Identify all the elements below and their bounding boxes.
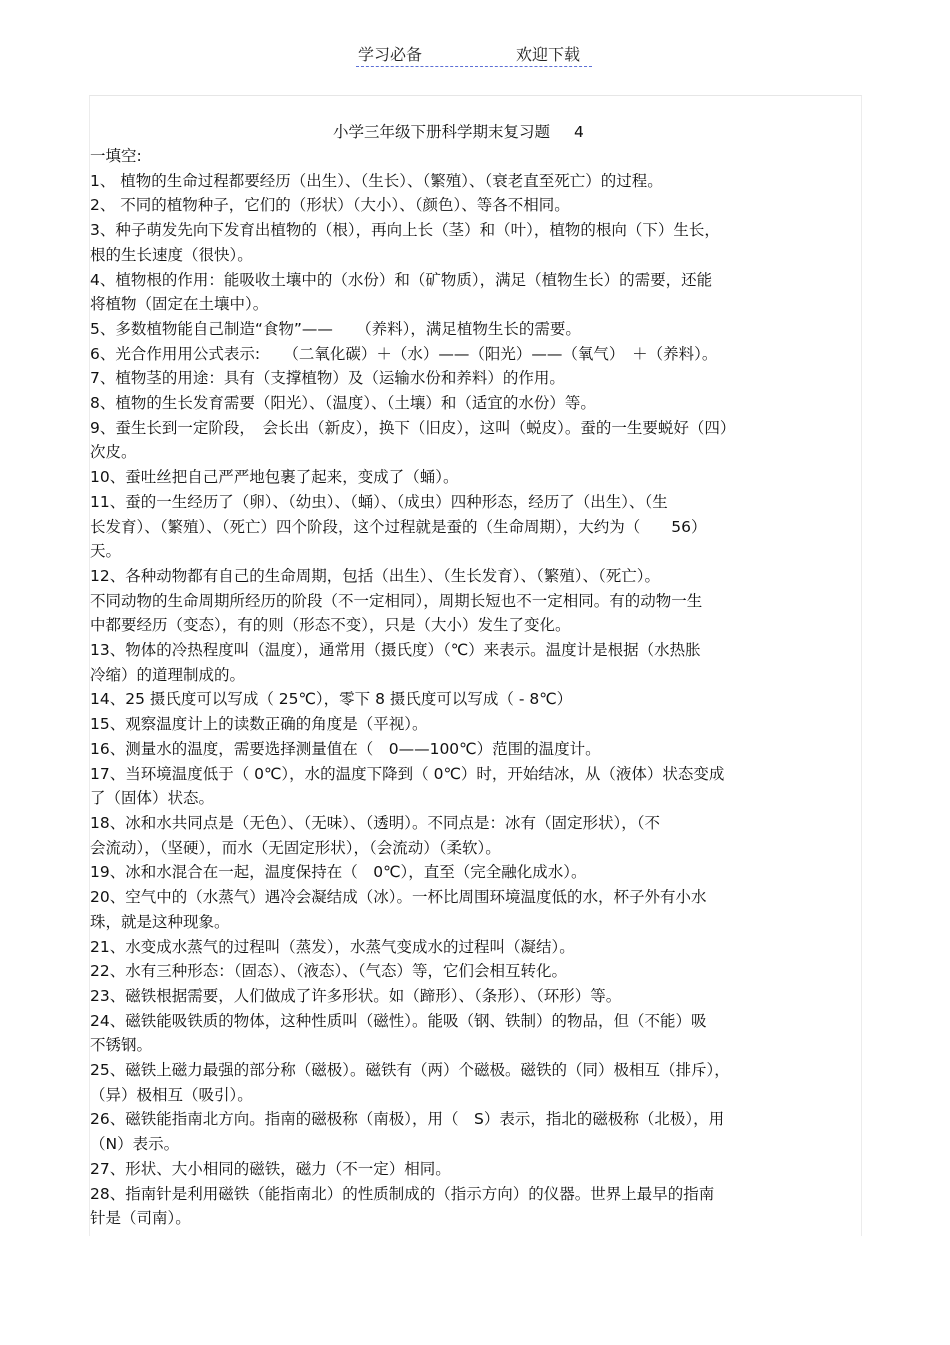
question-line: 25、磁铁上磁力最强的部分称（磁极）。磁铁有（两）个磁极。磁铁的（同）极相互（排斥）， bbox=[90, 1061, 730, 1080]
question-line: 针是（司南）。 bbox=[90, 1209, 191, 1228]
question-line: 不锈钢。 bbox=[90, 1036, 153, 1055]
question-line: 15、观察温度计上的读数正确的角度是（平视）。 bbox=[90, 715, 428, 734]
question-line: 根的生长速度（很快）。 bbox=[90, 245, 253, 264]
question-line: 1、 植物的生命过程都要经历（出生）、（生长）、（繁殖）、（衰老直至死亡）的过程。 bbox=[90, 171, 663, 190]
question-line: 11、蚕的一生经历了（卵）、（幼虫）、（蛹）、（成虫）四种形态，经历了（出生）、（生 bbox=[90, 492, 668, 511]
question-line: 了（固体）状态。 bbox=[90, 789, 215, 808]
document-title bbox=[333, 120, 584, 142]
question-line: 19、冰和水混合在一起，温度保持在（ 0℃），直至（完全融化成水）。 bbox=[90, 863, 587, 882]
header-left-text: 学习必备 bbox=[358, 45, 423, 64]
question-line: 28、指南针是利用磁铁（能指南北）的性质制成的（指示方向）的仪器。世界上最早的指南 bbox=[90, 1184, 715, 1203]
question-line: 天。 bbox=[90, 542, 122, 561]
question-line: 5、多数植物能自己制造“食物”—— （养料），满足植物生长的需要。 bbox=[90, 319, 581, 338]
question-line: （异）极相互（吸引）。 bbox=[90, 1085, 253, 1104]
question-line: 23、磁铁根据需要，人们做成了许多形状。如（蹄形）、（条形）、（环形）等。 bbox=[90, 986, 622, 1005]
question-line: 17、当环境温度低于（ 0℃），水的温度下降到（ 0℃）时，开始结冰，从（液体）状态变成 bbox=[90, 764, 725, 783]
question-line: 2、 不同的植物种子，它们的（形状）（大小）、（颜色）、等各不相同。 bbox=[90, 196, 570, 215]
question-line: 将植物（固定在土壤中）。 bbox=[90, 295, 269, 314]
question-line: 长发育）、（繁殖）、（死亡）四个阶段，这个过程就是蚕的（生命周期），大约为（ 56） bbox=[90, 517, 707, 536]
question-line: 会流动），（坚硬），而水（无固定形状），（会流动）（柔软）。 bbox=[90, 838, 501, 857]
question-line: 9、蚕生长到一定阶段， 会长出（新皮），换下（旧皮），这叫（蜕皮）。蚕的一生要蜕好（四） bbox=[90, 418, 736, 437]
title-text: 小学三年级下册科学期末复习题 bbox=[333, 123, 551, 141]
question-line: （N）表示。 bbox=[90, 1135, 180, 1154]
question-line: 16、测量水的温度，需要选择测量值在（ 0——100℃）范围的温度计。 bbox=[90, 739, 601, 758]
question-line: 7、植物茎的用途：具有（支撑植物）及（运输水份和养料）的作用。 bbox=[90, 369, 565, 388]
question-line: 24、磁铁能吸铁质的物体，这种性质叫（磁性）。能吸（钢、铁制）的物品，但（不能）吸 bbox=[90, 1011, 707, 1030]
title-number: 4 bbox=[574, 123, 584, 141]
page-header bbox=[356, 40, 592, 67]
question-line: 10、蚕吐丝把自己严严地包裹了起来，变成了（蛹）。 bbox=[90, 468, 459, 487]
question-line: 12、各种动物都有自己的生命周期，包括（出生）、（生长发育）、（繁殖）、（死亡）。 bbox=[90, 566, 660, 585]
header-right-text: 欢迎下载 bbox=[516, 45, 581, 64]
question-line: 27、形状、大小相同的磁铁，磁力（不一定）相同。 bbox=[90, 1159, 451, 1178]
question-line: 次皮。 bbox=[90, 443, 137, 462]
question-line: 18、冰和水共同点是（无色）、（无味）、（透明）。不同点是：冰有（固定形状），（不 bbox=[90, 813, 660, 832]
question-line: 20、空气中的（水蒸气）遇冷会凝结成（冰）。一杯比周围环境温度低的水，杯子外有小水 bbox=[90, 888, 707, 907]
question-line: 22、水有三种形态：（固态）、（液态）、（气态）等，它们会相互转化。 bbox=[90, 962, 567, 981]
question-line: 13、物体的冷热程度叫（温度），通常用（摄氏度）（℃）来表示。温度计是根据（水热胀 bbox=[90, 641, 701, 660]
question-line: 6、光合作用用公式表示: （二氧化碳）＋（水）——（阳光）——（氧气） ＋（养料）。 bbox=[90, 344, 718, 363]
question-line: 4、植物根的作用：能吸收土壤中的（水份）和（矿物质），满足（植物生长）的需要，还能 bbox=[90, 270, 713, 289]
question-line: 26、磁铁能指南北方向。指南的磁极称（南极），用（ S）表示，指北的磁极称（北极），用 bbox=[90, 1110, 725, 1129]
question-line: 中都要经历（变态），有的则（形态不变），只是（大小）发生了变化。 bbox=[90, 616, 571, 635]
question-line: 3、种子萌发先向下发育出植物的（根），再向上长（茎）和（叶），植物的根向（下）生长， bbox=[90, 221, 720, 240]
question-line: 珠，就是这种现象。 bbox=[90, 912, 230, 931]
question-line: 冷缩）的道理制成的。 bbox=[90, 665, 246, 684]
question-line: 8、植物的生长发育需要（阳光）、（温度）、（土壤）和（适宜的水份）等。 bbox=[90, 394, 596, 413]
question-line: 不同动物的生命周期所经历的阶段（不一定相同），周期长短也不一定相同。有的动物一生 bbox=[90, 591, 703, 610]
question-line: 21、水变成水蒸气的过程叫（蒸发），水蒸气变成水的过程叫（凝结）。 bbox=[90, 937, 575, 956]
question-line: 14、25 摄氏度可以写成（ 25℃），零下 8 摄氏度可以写成（ - 8℃） bbox=[90, 690, 573, 709]
question-list bbox=[90, 144, 860, 1231]
section-heading: 一填空: bbox=[90, 147, 142, 165]
